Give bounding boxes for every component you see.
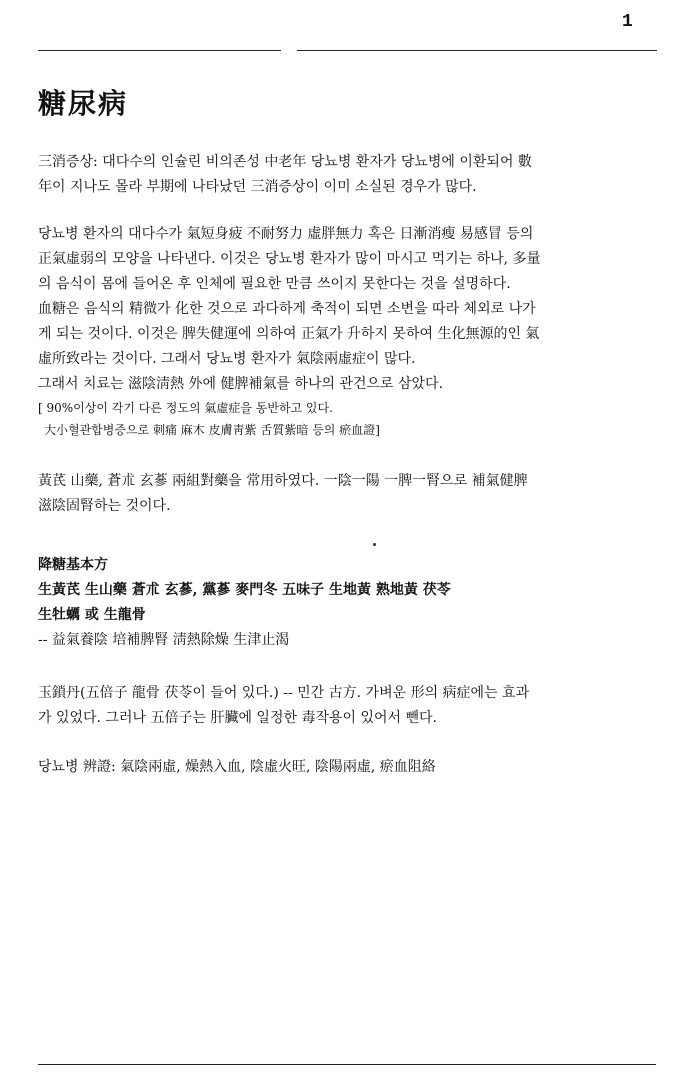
top-rule-right (297, 50, 657, 51)
bottom-rule (38, 1064, 656, 1065)
page-body (38, 150, 660, 780)
text-line: 正氣虛弱의 모양을 나타낸다. 이것은 당뇨병 환자가 많이 마시고 먹기는 하나, 多量 (38, 251, 541, 267)
text-line: 虛所致라는 것이다. 그래서 당뇨병 환자가 氣陰兩虛症이 많다. (38, 351, 416, 367)
note-line: 大小혈관합병증으로 刺痛 麻木 皮膚靑紫 舌質紫暗 등의 瘀血證] (44, 423, 380, 437)
text-line: 가 있었다. 그러나 五倍子는 肝臟에 일정한 毒작용이 있어서 뺀다. (38, 710, 437, 726)
text-line: 三消증상: 대다수의 인슐린 비의존성 中老年 당뇨병 환자가 당뇨병에 이환되어 數 (38, 154, 532, 170)
page-number: 1 (622, 12, 633, 32)
formula-heading: 降糖基本方 (38, 557, 108, 573)
text-line: 당뇨병 환자의 대다수가 氣短身疲 不耐努力 虛胖無力 혹은 日漸消瘦 易感冒 등의 (38, 226, 534, 242)
text-line: 黃芪 山藥, 蒼朮 玄蔘 兩組對藥을 常用하였다. 一陰一陽 一脾一腎으로 補氣健脾 (38, 473, 528, 489)
paragraph-folk-remedy (38, 681, 660, 731)
paragraph-qi-deficiency (38, 222, 660, 441)
paragraph-paired-herbs (38, 469, 660, 519)
text-line: 血糖은 음식의 精微가 化한 것으로 과다하게 축적이 되면 소변을 따라 체외로 나가 (38, 301, 536, 317)
top-rule-left (38, 50, 281, 51)
paragraph-three-symptoms (38, 150, 660, 200)
formula-ingredients: 生黃芪 生山藥 蒼朮 玄蔘, 黨蔘 麥門冬 五味子 生地黃 熟地黃 茯苓 (38, 582, 451, 598)
stray-dot (373, 543, 376, 546)
note-line: [ 90%이상이 각기 다른 정도의 氣虛症을 동반하고 있다. (38, 401, 333, 415)
formula-effect: -- 益氣養陰 培補脾腎 淸熱除燥 生津止渴 (38, 632, 290, 648)
text-line: 게 되는 것이다. 이것은 脾失健運에 의하여 正氣가 升하지 못하여 生化無源的인 氣 (38, 326, 540, 342)
formula-ingredients-extra: 生牡蠣 或 生龍骨 (38, 607, 146, 623)
text-line: 年이 지나도 몰라 부期에 나타났던 三消증상이 이미 소실된 경우가 많다. (38, 179, 477, 195)
text-line: 그래서 치료는 滋陰淸熱 外에 健脾補氣를 하나의 관건으로 삼았다. (38, 376, 444, 392)
page-title: 糖尿病 (38, 87, 129, 120)
formula-section (38, 553, 660, 653)
text-line: 滋陰固腎하는 것이다. (38, 498, 171, 514)
text-line: 玉鎖丹(五倍子 龍骨 茯苓이 들어 있다.) -- 민간 古方. 가벼운 形의 病症에는 효과 (38, 685, 530, 701)
text-line: 의 음식이 몸에 들어온 후 인체에 필요한 만큼 쓰이지 못한다는 것을 설명하다. (38, 276, 511, 292)
paragraph-pattern-differentiation: 당뇨병 辨證: 氣陰兩虛, 燥熱入血, 陰虛火旺, 陰陽兩虛, 瘀血阻絡 (38, 759, 436, 775)
